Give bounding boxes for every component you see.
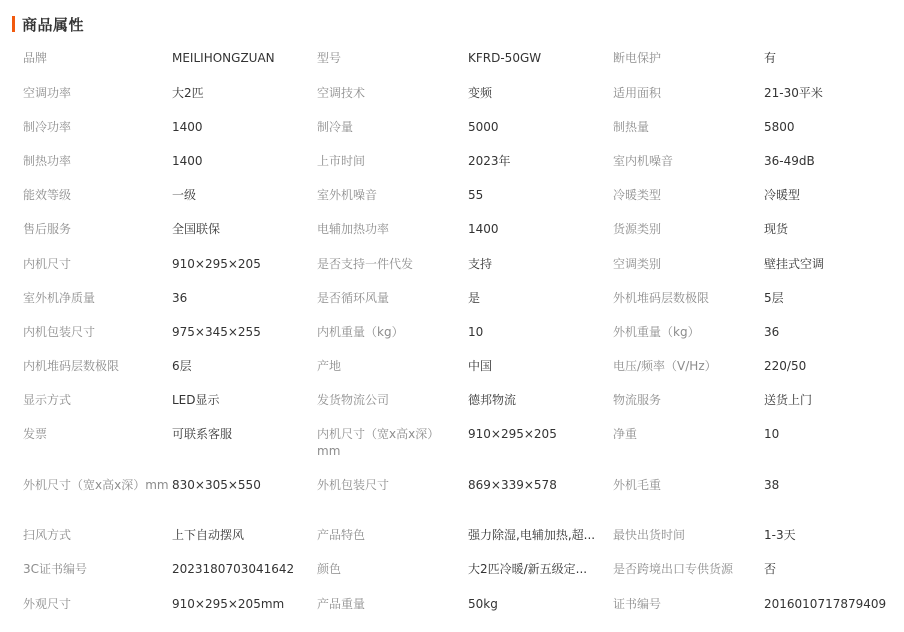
attribute-label: 电压/频率（V/Hz）	[613, 359, 717, 373]
attribute-label: 外机尺寸（宽x高x深）mm	[23, 478, 169, 492]
attribute-label: 是否循环风量	[317, 291, 390, 305]
attribute-value: 910×295×205	[468, 427, 557, 441]
attribute-value: 是	[468, 291, 481, 305]
attribute-value: 全国联保	[172, 222, 221, 236]
attribute-label: 品牌	[23, 51, 48, 65]
attribute-value: 中国	[468, 359, 493, 373]
attribute-value: 910×295×205mm	[172, 597, 285, 611]
attribute-label: 外机堆码层数极限	[613, 291, 710, 305]
attribute-value: 10	[764, 427, 780, 441]
section-header	[12, 14, 84, 34]
attribute-label: 型号	[317, 51, 342, 65]
attribute-value: 有	[764, 51, 777, 65]
attribute-value: 否	[764, 562, 777, 576]
attribute-value: MEILIHONGZUAN	[172, 51, 275, 65]
section-accent-bar	[12, 16, 15, 32]
attribute-label: 室内机噪音	[613, 154, 674, 168]
section-title: 商品属性	[22, 15, 85, 34]
attribute-label: 空调功率	[23, 86, 72, 100]
attribute-value: 强力除湿,电辅加热,超...	[468, 528, 596, 542]
attribute-label: 外观尺寸	[23, 597, 72, 611]
attribute-value: 869×339×578	[468, 478, 557, 492]
attribute-label: 制热功率	[23, 154, 72, 168]
attribute-value: 6层	[172, 359, 192, 373]
attribute-value: 830×305×550	[172, 478, 261, 492]
attribute-label: 内机尺寸	[23, 257, 72, 271]
attribute-label: 冷暖类型	[613, 188, 662, 202]
attribute-value: 1-3天	[764, 528, 796, 542]
attribute-label: 外机毛重	[613, 478, 662, 492]
attribute-value: 2016010717879409	[764, 597, 887, 611]
attribute-value: 上下自动摆风	[172, 528, 245, 542]
attribute-value: 可联系客服	[172, 427, 233, 441]
attribute-value: 变频	[468, 86, 493, 100]
attribute-label: 外机重量（kg）	[613, 325, 700, 339]
attribute-value: 10	[468, 325, 484, 339]
attribute-label: 发货物流公司	[317, 393, 390, 407]
attribute-value: 220/50	[764, 359, 807, 373]
attribute-label: 内机堆码层数极限	[23, 359, 120, 373]
attribute-value: 5800	[764, 120, 795, 134]
attribute-label: 内机包装尺寸	[23, 325, 96, 339]
attribute-value: 5000	[468, 120, 499, 134]
attribute-value: KFRD-50GW	[468, 51, 542, 65]
attribute-label: 扫风方式	[23, 528, 72, 542]
attribute-label: 产品重量	[317, 597, 366, 611]
attribute-label: 适用面积	[613, 86, 662, 100]
attribute-value: 1400	[172, 120, 203, 134]
attribute-value: 壁挂式空调	[764, 257, 825, 271]
attribute-label: 是否支持一件代发	[317, 257, 414, 271]
attribute-value: 36	[172, 291, 188, 305]
attribute-label: 制冷量	[317, 120, 354, 134]
attribute-label: 物流服务	[613, 393, 662, 407]
attribute-value: 55	[468, 188, 484, 202]
attribute-label: 证书编号	[613, 597, 662, 611]
attribute-value: 21-30平米	[764, 86, 823, 100]
attribute-value: 1400	[468, 222, 499, 236]
attribute-label: 空调技术	[317, 86, 366, 100]
attribute-value: 910×295×205	[172, 257, 261, 271]
attribute-value: 德邦物流	[468, 393, 517, 407]
attribute-label: 空调类别	[613, 257, 662, 271]
attribute-value: 大2匹冷暖/新五级定...	[468, 562, 588, 576]
attribute-value: 大2匹	[172, 86, 204, 100]
attribute-value: 36	[764, 325, 780, 339]
attribute-label: 内机重量（kg）	[317, 325, 404, 339]
attribute-label: 是否跨境出口专供货源	[613, 562, 734, 576]
attribute-label: 断电保护	[613, 51, 662, 65]
attribute-value: 支持	[468, 257, 493, 271]
attribute-label: 产地	[317, 359, 342, 373]
attribute-value: LED显示	[172, 393, 220, 407]
attribute-label: 最快出货时间	[613, 528, 686, 542]
attribute-value: 975×345×255	[172, 325, 261, 339]
attribute-value: 50kg	[468, 597, 498, 611]
attribute-label: 货源类别	[613, 222, 662, 236]
attribute-value: 1400	[172, 154, 203, 168]
attribute-label: 电辅加热功率	[317, 222, 390, 236]
attribute-label: 能效等级	[23, 188, 72, 202]
attribute-label: 发票	[23, 427, 48, 441]
attribute-value: 36-49dB	[764, 154, 815, 168]
attribute-label: 制热量	[613, 120, 650, 134]
attribute-value: 38	[764, 478, 780, 492]
attribute-label: 颜色	[317, 562, 342, 576]
attribute-label: 外机包装尺寸	[317, 478, 390, 492]
attribute-label: 显示方式	[23, 393, 72, 407]
attribute-label: 室外机噪音	[317, 188, 378, 202]
attribute-value: 5层	[764, 291, 784, 305]
attribute-value: 现货	[764, 222, 789, 236]
attribute-label: 室外机净质量	[23, 291, 96, 305]
attribute-label: 3C证书编号	[23, 562, 88, 576]
attribute-label: 净重	[613, 427, 638, 441]
attribute-value: 2023180703041642	[172, 562, 295, 576]
attribute-label: 上市时间	[317, 154, 366, 168]
attribute-label: 售后服务	[23, 222, 72, 236]
attribute-label: 制冷功率	[23, 120, 72, 134]
attribute-value: 送货上门	[764, 393, 813, 407]
attribute-value: 一级	[172, 188, 197, 202]
attribute-label: 产品特色	[317, 528, 366, 542]
attribute-value: 2023年	[468, 154, 511, 168]
attribute-value: 冷暖型	[764, 188, 801, 202]
attribute-label: 内机尺寸（宽x高x深）mm	[317, 427, 440, 458]
